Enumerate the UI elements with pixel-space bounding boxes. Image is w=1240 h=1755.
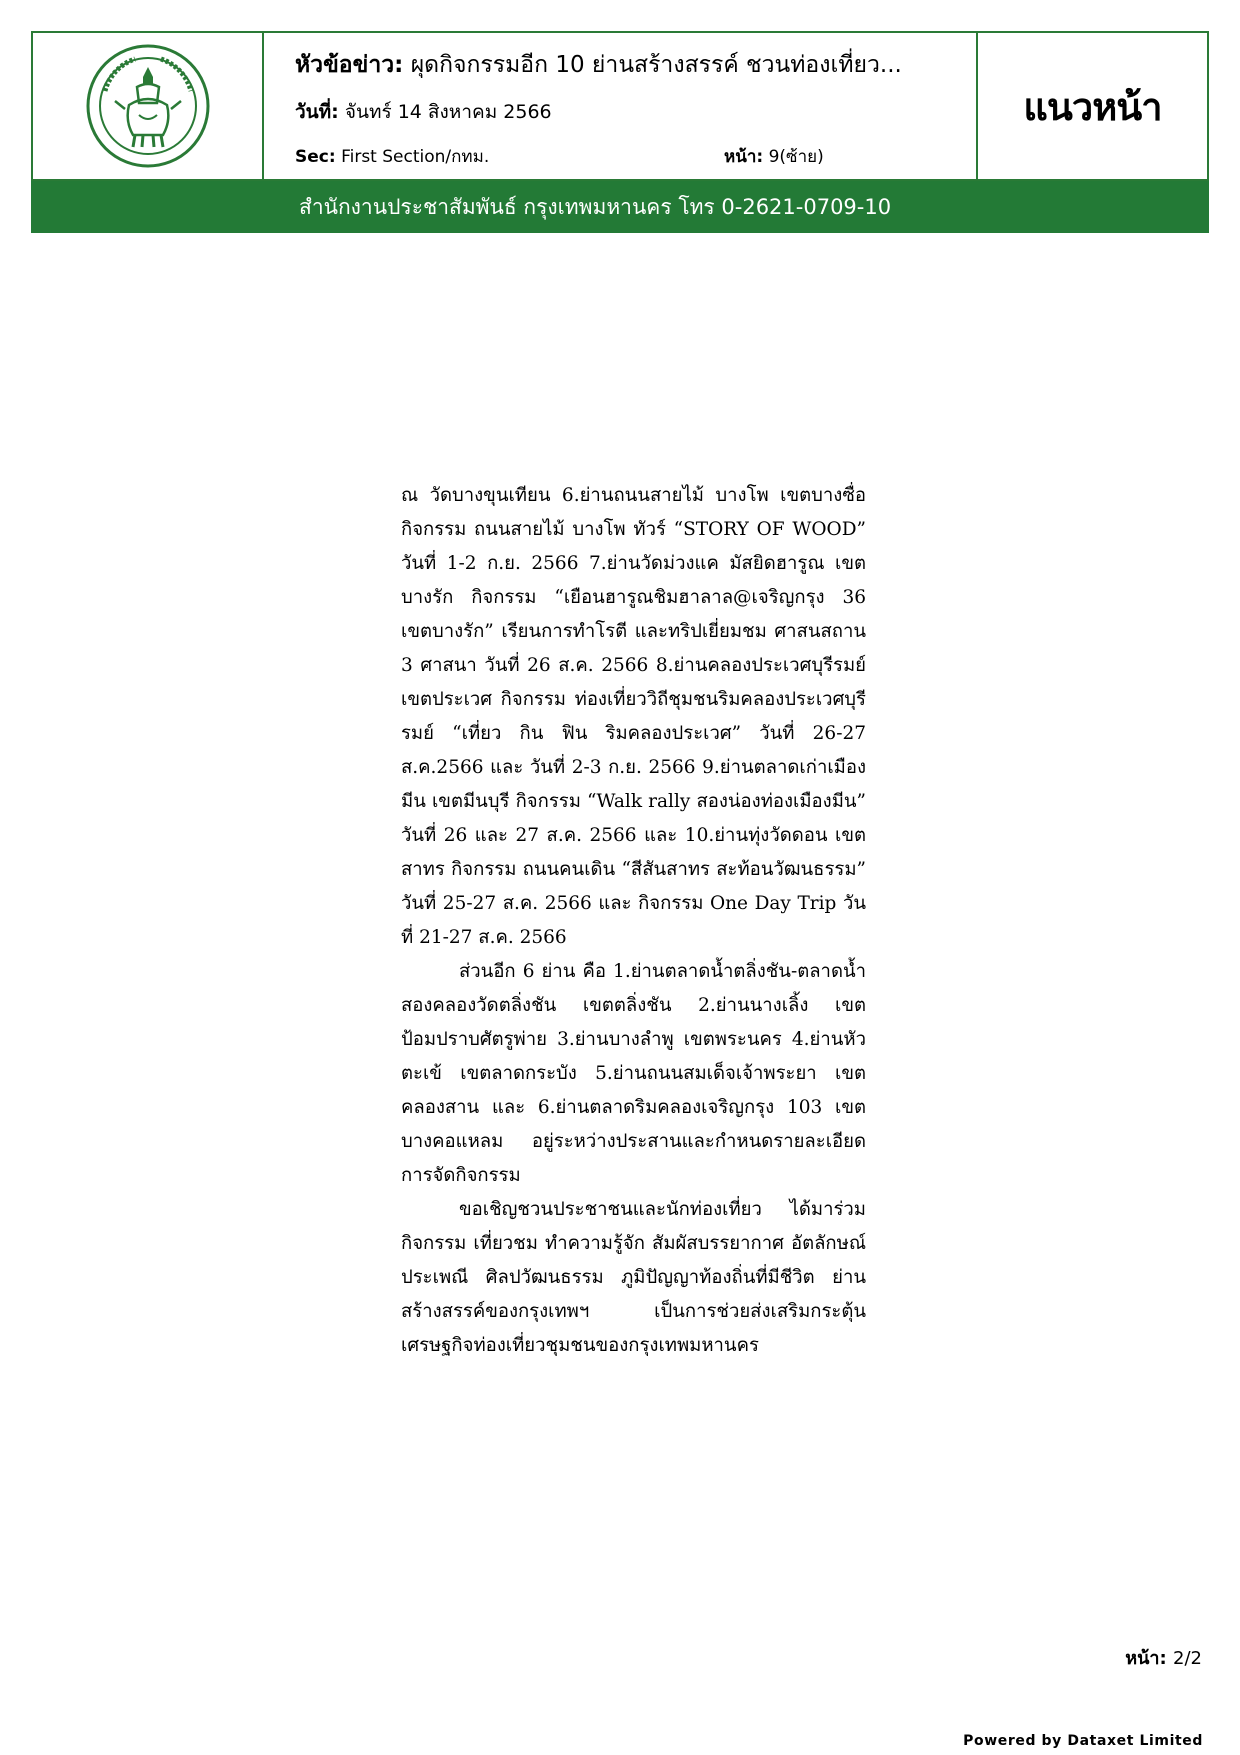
article-paragraph-3: ขอเชิญชวนประชาชนและนักท่องเที่ยว ได้มาร่วมกิจกรรม เที่ยวชม ทำความรู้จัก สัมผัสบรรยากาศ อัตลักษณ์ ประเพณี ศิลปวัฒนธรรม ภูมิปัญญาท้องถิ่นที่มีชีวิต ย่านสร้างสรรค์ของกรุงเทพฯ เป็นการช่วยส่งเสริมกระตุ้นเศรษฐกิจท่องเที่ยวชุมชนของกรุงเทพมหานคร [401, 1199, 866, 1356]
powered-by-credit: Powered by Dataxet Limited [963, 1733, 1203, 1749]
date-row [295, 97, 552, 127]
date-label: วันที่: [295, 101, 339, 123]
headline-label: หัวข้อข่าว: [295, 52, 404, 78]
date-value: จันทร์ 14 สิงหาคม 2566 [344, 101, 552, 123]
publication-name: แนวหน้า [1023, 84, 1162, 129]
article-paragraph-1: ณ วัดบางขุนเทียน 6.ย่านถนนสายไม้ บางโพ เขตบางซื่อ กิจกรรม ถนนสายไม้ บางโพ ทัวร์ “STORY OF WOOD” วันที่ 1-2 ก.ย. 2566 7.ย่านวัดม่วงแค มัสยิดฮารูณ เขตบางรัก กิจกรรม “เยือนฮารูณชิมฮาลาล@เจริญกรุง 36 เขตบางรัก” เรียนการทำโรตี และทริปเยี่ยมชม ศาสนสถาน 3 ศาสนา วันที่ 26 ส.ค. 2566 8.ย่านคลองประเวศบุรีรมย์ เขตประเวศ กิจกรรม ท่องเที่ยววิถีชุมชนริมคลองประเวศบุรีรมย์ “เที่ยว กิน ฟิน ริมคลองประเวศ” วันที่ 26-27 ส.ค.2566 และ วันที่ 2-3 ก.ย. 2566 9.ย่านตลาดเก่าเมืองมีน เขตมีนบุรี กิจกรรม “Walk rally สองน่องท่องเมืองมีน” วันที่ 26 และ 27 ส.ค. 2566 และ 10.ย่านทุ่งวัดดอน เขตสาทร กิจกรรม ถนนคนเดิน “สีสันสาทร สะท้อนวัฒนธรรม” วันที่ 25-27 ส.ค. 2566 และ กิจกรรม One Day Trip วันที่ 21-27 ส.ค. 2566 [401, 485, 866, 948]
article-body [401, 479, 866, 1363]
section-value: First Section/กทม. [341, 147, 490, 167]
headline-text: ผุดกิจกรรมอีก 10 ย่านสร้างสรรค์ ชวนท่องเที่ยว... [410, 52, 902, 78]
footer-page-label: หน้า: [1125, 1648, 1167, 1669]
article-paragraph-2: ส่วนอีก 6 ย่าน คือ 1.ย่านตลาดน้ำตลิ่งชัน-ตลาดน้ำสองคลองวัดตลิ่งชัน เขตตลิ่งชัน 2.ย่านนางเลิ้ง เขตป้อมปราบศัตรูพ่าย 3.ย่านบางลำพู เขตพระนคร 4.ย่านหัวตะเข้ เขตลาดกระบัง 5.ย่านถนนสมเด็จเจ้าพระยา เขตคลองสาน และ 6.ย่านตลาดริมคลองเจริญกรุง 103 เขตบางคอแหลม อยู่ระหว่างประสานและกำหนดรายละเอียดการจัดกิจกรรม [401, 961, 866, 1186]
page-value: 9(ซ้าย) [768, 147, 824, 167]
footer-page-value: 2/2 [1173, 1648, 1202, 1669]
section-row [295, 143, 489, 170]
footer-page-number [1125, 1643, 1202, 1672]
page-row [724, 143, 824, 170]
logo-cell [33, 33, 264, 179]
pr-office-banner [31, 181, 1209, 233]
publication-cell [978, 33, 1207, 179]
section-label: Sec: [295, 147, 336, 167]
banner-text: สำนักงานประชาสัมพันธ์ กรุงเทพมหานคร โทร 0-2621-0709-10 [299, 194, 892, 219]
clipping-header [31, 31, 1209, 181]
page-label: หน้า: [724, 147, 764, 167]
bangkok-seal-icon [85, 43, 211, 169]
clipping-info [264, 33, 978, 179]
headline-row [295, 47, 902, 83]
